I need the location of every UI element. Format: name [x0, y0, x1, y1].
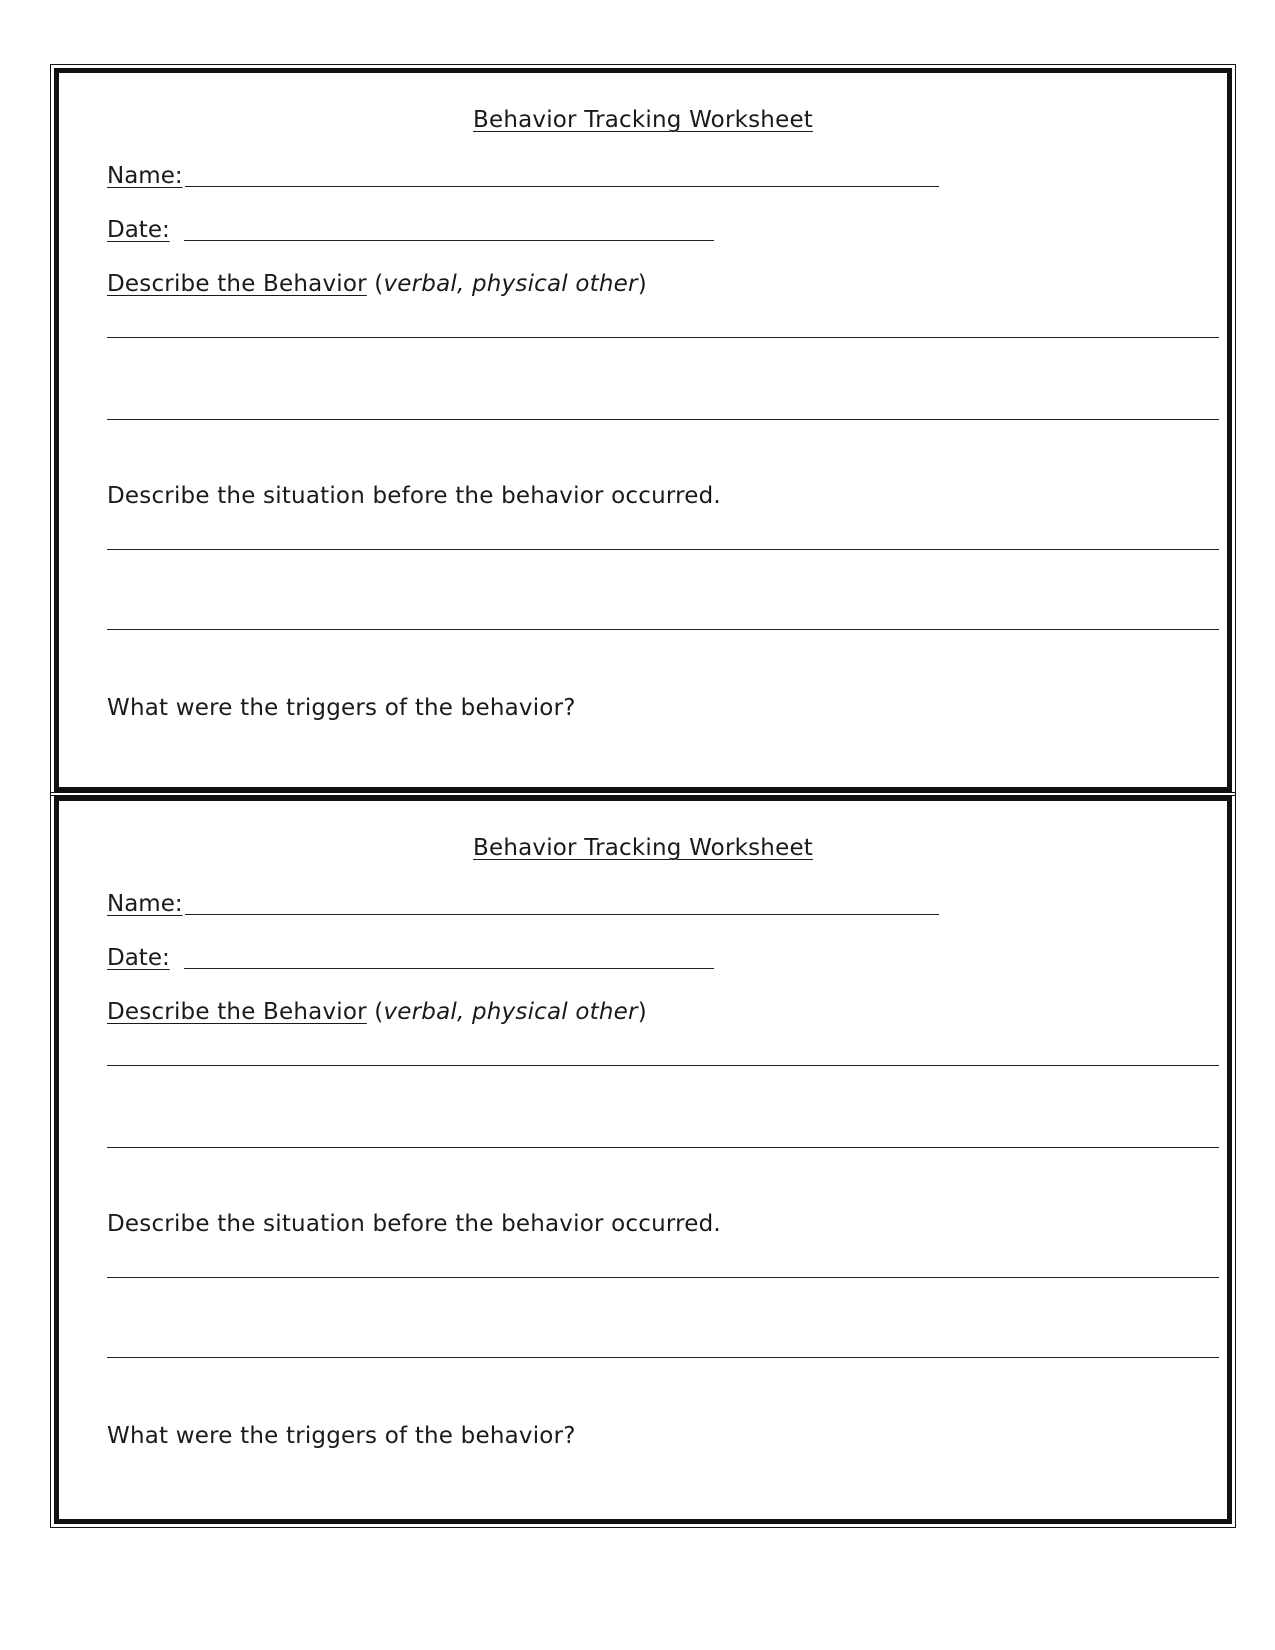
- behavior-answer-line-1[interactable]: [107, 337, 1219, 338]
- date-field[interactable]: [107, 945, 714, 971]
- situation-answer-line-2[interactable]: [107, 1357, 1219, 1358]
- name-input-line[interactable]: [185, 896, 939, 915]
- behavior-label: Describe the Behavior: [107, 271, 367, 297]
- situation-prompt: Describe the situation before the behavior occurred.: [107, 1211, 721, 1237]
- name-input-line[interactable]: [185, 168, 939, 187]
- behavior-label: Describe the Behavior: [107, 999, 367, 1025]
- worksheet-title: Behavior Tracking Worksheet: [472, 107, 814, 133]
- behavior-prompt: Describe the Behavior (verbal, physical other): [107, 999, 647, 1025]
- behavior-answer-line-2[interactable]: [107, 1147, 1219, 1148]
- date-label: Date:: [107, 217, 170, 243]
- situation-answer-line-2[interactable]: [107, 629, 1219, 630]
- name-field[interactable]: [107, 163, 939, 189]
- behavior-answer-line-1[interactable]: [107, 1065, 1219, 1066]
- triggers-prompt: What were the triggers of the behavior?: [107, 695, 576, 721]
- worksheet-title: Behavior Tracking Worksheet: [472, 835, 814, 861]
- situation-prompt: Describe the situation before the behavior occurred.: [107, 483, 721, 509]
- worksheet-card-1: [54, 68, 1232, 792]
- name-field[interactable]: [107, 891, 939, 917]
- date-field[interactable]: [107, 217, 714, 243]
- situation-answer-line-1[interactable]: [107, 1277, 1219, 1278]
- name-label: Name:: [107, 891, 183, 917]
- behavior-hint: verbal, physical other: [383, 999, 638, 1025]
- behavior-answer-line-2[interactable]: [107, 419, 1219, 420]
- name-label: Name:: [107, 163, 183, 189]
- situation-answer-line-1[interactable]: [107, 549, 1219, 550]
- behavior-prompt: Describe the Behavior (verbal, physical other): [107, 271, 647, 297]
- behavior-hint: verbal, physical other: [383, 271, 638, 297]
- worksheet-card-2: [54, 796, 1232, 1524]
- date-input-line[interactable]: [184, 950, 714, 969]
- date-input-line[interactable]: [184, 222, 714, 241]
- date-label: Date:: [107, 945, 170, 971]
- triggers-prompt: What were the triggers of the behavior?: [107, 1423, 576, 1449]
